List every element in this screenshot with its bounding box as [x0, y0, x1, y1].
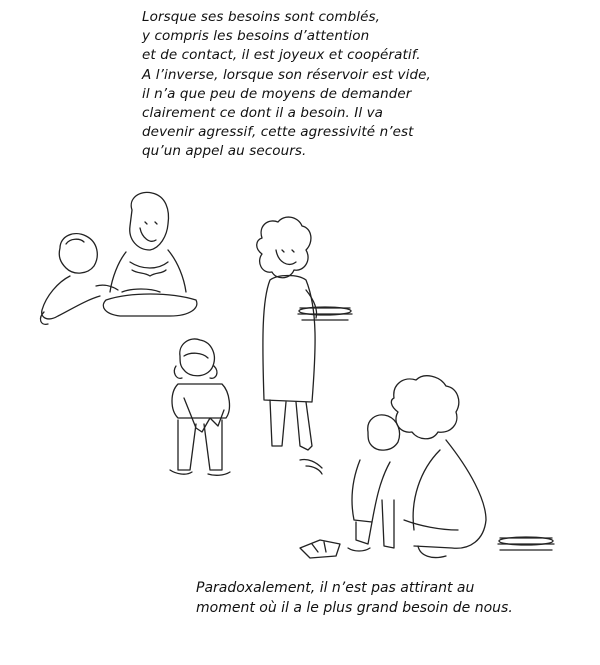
paragraph-line-1: Lorsque ses besoins sont comblés, [142, 9, 381, 25]
caption-line-1: Paradoxalement, il n’est pas attirant au [196, 580, 475, 596]
paragraph-line-7: devenir agressif, cette agressivité n’est [142, 124, 414, 141]
adult-lap [103, 294, 197, 316]
paragraph-line-6: clairement ce dont il a besoin. Il va [142, 105, 384, 122]
standing-adult-dress [263, 276, 315, 403]
drawing-hug [300, 376, 554, 558]
caption [196, 578, 556, 618]
paragraph-line-5: il n’a que peu de moyens de demander [142, 85, 412, 102]
drawing-small-child [170, 339, 230, 475]
paragraph-line-3: et de contact, il est joyeux et coopératif. [142, 47, 421, 64]
torn-book [300, 540, 340, 558]
paragraph-line-2: y compris les besoins d’attention [142, 28, 370, 45]
paragraph-line-4: A l’inverse, lorsque son réservoir est vide, [142, 66, 431, 83]
adult-body [110, 250, 186, 292]
drawing-child-and-adult-reading [41, 192, 197, 324]
caption-line-2: moment où il a le plus grand besoin de nous. [196, 600, 513, 616]
drawing-standing-adult [257, 217, 352, 474]
paragraph-line-8: qu’un appel au secours. [142, 143, 307, 160]
hugging-adult-back [414, 440, 486, 548]
child-body [42, 276, 100, 319]
